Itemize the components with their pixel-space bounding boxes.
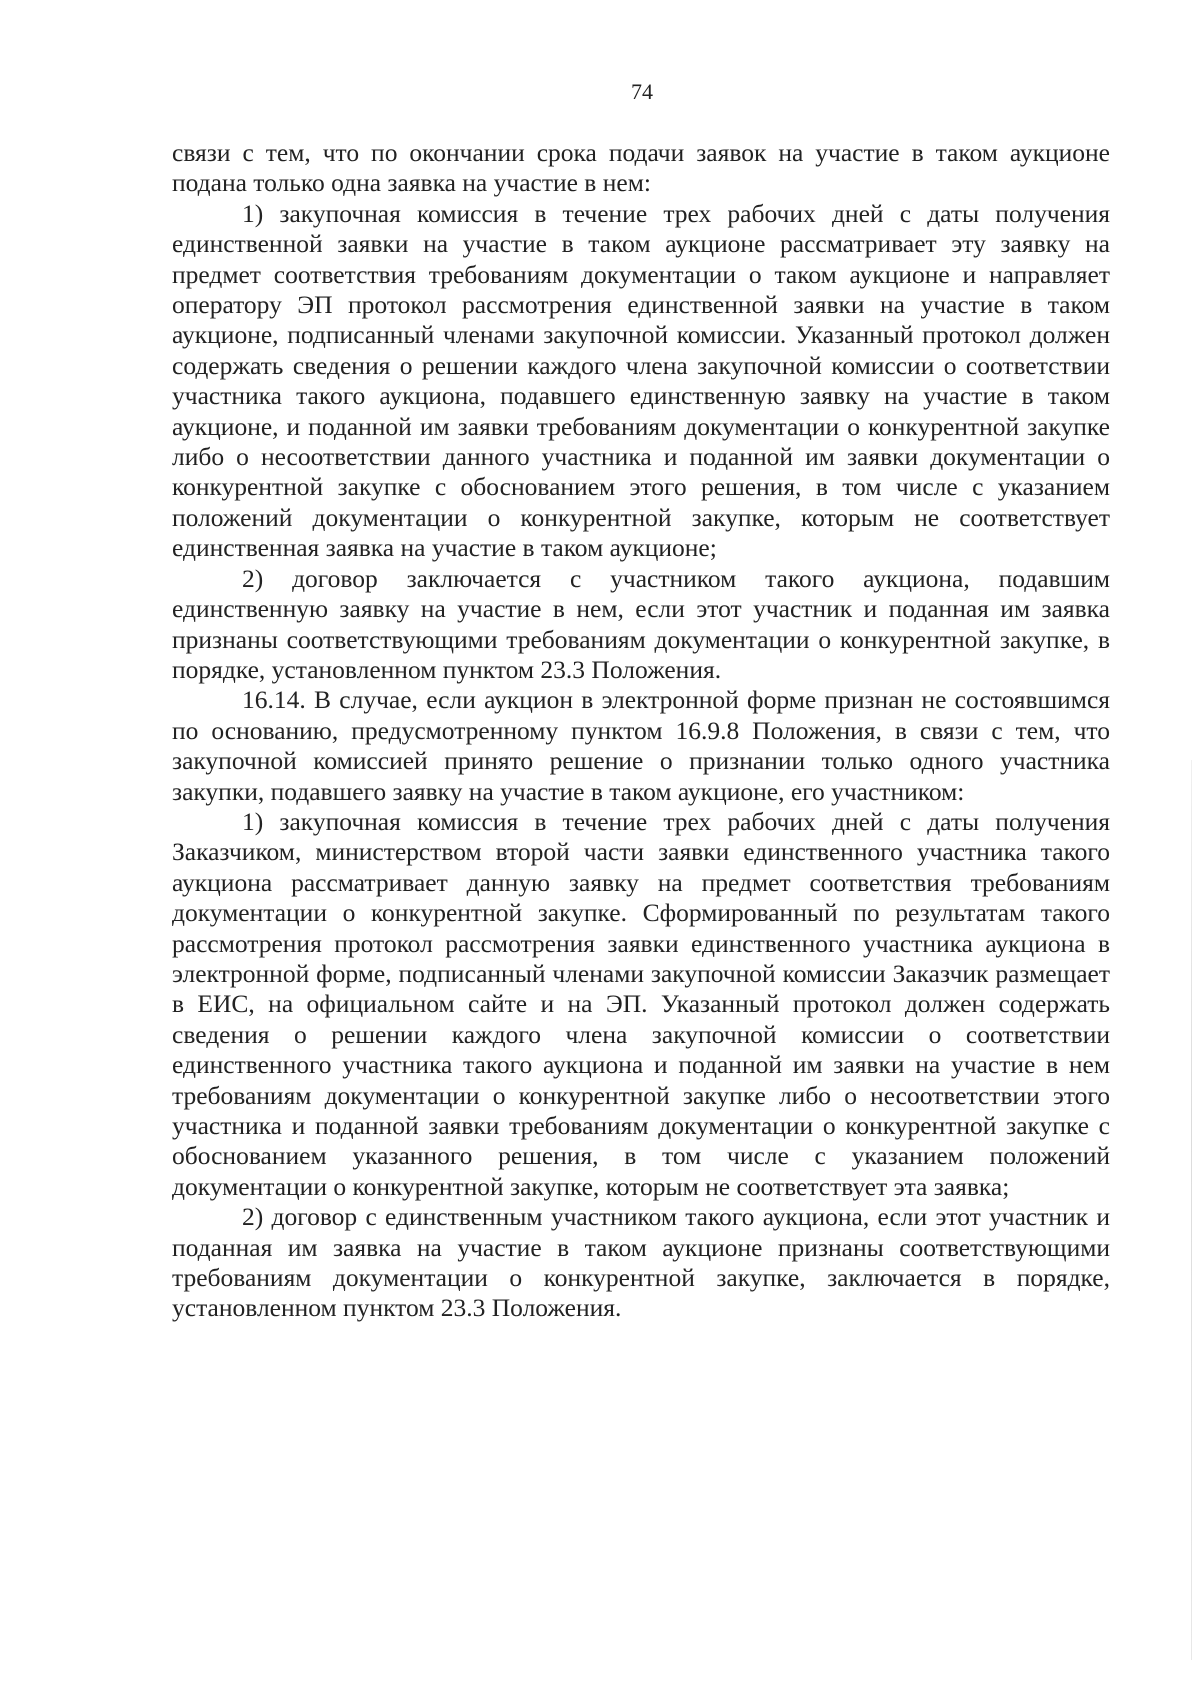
paragraph-item-2-second: 2) договор с единственным участником такого аукциона, если этот участник и поданная им заявка на участие в таком аукционе признаны соответствующими требованиям документации о конкурентной закупке, заключается в порядке, установленном пунктом 23.3 Положения. — [172, 1202, 1110, 1323]
paragraph-clause-16-14: 16.14. В случае, если аукцион в электронной форме признан не состоявшимся по основанию, предусмотренному пунктом 16.9.8 Положения, в связи с тем, что закупочной комиссией принято решение о признании только одного участника закупки, подавшего заявку на участие в таком аукционе, его участником: — [172, 685, 1110, 806]
paragraph-item-1-second: 1) закупочная комиссия в течение трех рабочих дней с даты получения Заказчиком, министерством второй части заявки единственного участника такого аукциона рассматривает данную заявку на предмет соответствия требованиям документации о конкурентной закупке. Сформированный по результатам такого рассмотрения протокол рассмотрения заявки единственного участника аукциона в электронной форме, подписанный членами закупочной комиссии Заказчик размещает в ЕИС, на официальном сайте и на ЭП. Указанный протокол должен содержать сведения о решении каждого члена закупочной комиссии о соответствии единственного участника такого аукциона и поданной им заявки на участие в нем требованиям документации о конкурентной закупке либо о несоответствии этого участника и поданной заявки требованиям документации о конкурентной закупке с обоснованием указанного решения, в том числе с указанием положений документации о конкурентной закупке, которым не соответствует эта заявка; — [172, 806, 1110, 1201]
paragraph-item-2: 2) договор заключается с участником такого аукциона, подавшим единственную заявку на участие в нем, если этот участник и поданная им заявка признаны соответствующими требованиям документации о конкурентной закупке, в порядке, установленном пунктом 23.3 Положения. — [172, 563, 1110, 684]
paragraph-continuation: связи с тем, что по окончании срока подачи заявок на участие в таком аукционе подана только одна заявка на участие в нем: — [172, 138, 1110, 198]
paragraph-item-1: 1) закупочная комиссия в течение трех рабочих дней с даты получения единственной заявки на участие в таком аукционе рассматривает эту заявку на предмет соответствия требованиям документации о таком аукционе и направляет оператору ЭП протокол рассмотрения единственной заявки на участие в таком аукционе, подписанный членами закупочной комиссии. Указанный протокол должен содержать сведения о решении каждого члена закупочной комиссии о соответствии участника такого аукциона, подавшего единственную заявку на участие в таком аукционе, и поданной им заявки требованиям документации о конкурентной закупке либо о несоответствии данного участника и поданной им заявки документации о конкурентной закупке с обоснованием этого решения, в том числе с указанием положений документации о конкурентной закупке, которым не соответствует единственная заявка на участие в таком аукционе; — [172, 198, 1110, 563]
document-body — [172, 138, 1110, 1324]
page-number: 74 — [631, 79, 653, 104]
scan-edge-line — [1191, 760, 1192, 1660]
